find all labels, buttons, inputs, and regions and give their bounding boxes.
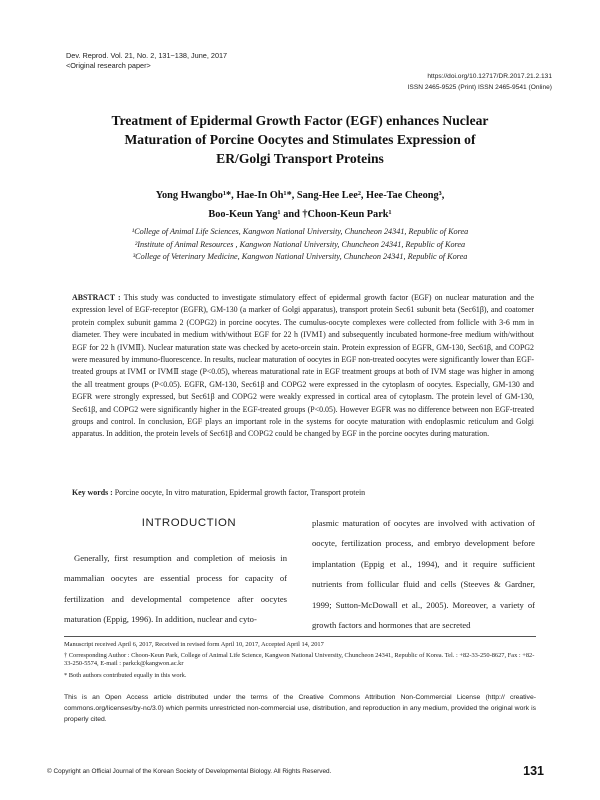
- doi-block: [408, 71, 552, 93]
- author-line: Yong Hwangbo¹*, Hae-In Oh¹*, Sang-Hee Lee², Hee-Tae Cheong³,: [155, 190, 445, 201]
- footnote-equal-contribution: * Both authors contributed equally in this work.: [64, 672, 187, 679]
- affiliation-item: ²Institute of Animal Resources , Kangwon National University, Chuncheon 24341, Republic of Korea: [134, 239, 466, 249]
- title-line: ER/Golgi Transport Proteins: [216, 151, 384, 166]
- title-line: Maturation of Porcine Oocytes and Stimulates Expression of: [124, 132, 476, 147]
- license-statement: This is an Open Access article distributed under the terms of the Creative Commons Attribution Non-Commercial License (http:// creative-commons.org/licenses/by-nc/3.0) which permits unrestricted non-commercial use, distribution, and reproduction in any medium, provided the original work is properly cited.: [64, 694, 536, 723]
- page-number: 131: [523, 764, 544, 778]
- issn-line: ISSN 2465-9525 (Print) ISSN 2465-9541 (Online): [407, 84, 552, 91]
- doi-link[interactable]: https://doi.org/10.12717/DR.2017.21.2.131: [427, 73, 552, 80]
- author-line: Boo-Keun Yang¹ and †Choon-Keun Park¹: [208, 209, 392, 220]
- affiliations: [70, 226, 530, 264]
- section-heading-introduction: INTRODUCTION: [141, 517, 237, 529]
- keywords-label: Key words :: [72, 488, 113, 497]
- author-list: [70, 186, 530, 224]
- abstract: [72, 292, 534, 441]
- journal-header: [66, 51, 227, 70]
- intro-left-column: Generally, first resumption and completion of meiosis in mammalian oocytes are essential process for capacity of fertilization and developmental competence after oocytes maturation (Eppig, 1996). In addition, nuclear and cyto-: [64, 553, 287, 625]
- footnote-received: Manuscript received April 6, 2017, Received in revised form April 10, 2017, Accepted April 14, 2017: [64, 641, 324, 648]
- paper-title: [70, 111, 530, 168]
- affiliation-item: ¹College of Animal Life Sciences, Kangwon National University, Chuncheon 24341, Republic of Korea: [131, 227, 469, 236]
- keywords: [72, 487, 534, 498]
- paper-type: <Original research paper>: [66, 60, 151, 70]
- abstract-text: This study was conducted to investigate stimulatory effect of epidermal growth factor (EGF) on nuclear maturation and the expression level of EGF-receptor (EGFR), GM-130 (a marker of Golgi apparatus), transport protein Sec61 subunit beta (Sec61β), and coatomer protein complex subunit gamma 2 (COPG2) in porcine oocytes. The cumulus-oocyte complexes were collected from follicle with 3-6 mm in diameter. They were incubated in medium with/without EGF for 22 h (IVMⅠ) and subsequently incubated hormone-free medium with/without EGF for 22 h (IVMⅡ). Nuclear maturation state was checked by aceto-orcein stain. Protein expression of EGFR, GM-130, Sec61β, and COPG2 were measured by immuno-fluorescence. In results, nuclear maturation of oocytes in EGF non-treated oocytes were significantly lower than EGF-treated groups at IVMⅠ or IVMⅡ stage (P<0.05), whereas maturational rate in EGF treatment groups at both of IVM stage was higher in among the all treatment groups (P<0.05). EGFR, GM-130, Sec61β and COPG2 were expressed in the cytoplasm of oocytes. Especially, GM-130 and EGFR were strongly expressed, but Sec61β and COPG2 were weakly expressed in cortical area of cytoplasm. The protein level of GM-130, Sec61β, and COPG2 were significantly higher in the EGF-treated groups (P<0.05). However EGFR was no difference between non EGF-treated groups and control. In conclusion, EGF plays an important role in the systems for oocyte maturation with endoplasmic reticulum and Golgi apparatus. In addition, the protein levels of Sec61β and COPG2 could be changed by EGF in the porcine oocytes during maturation.: [72, 293, 534, 439]
- title-line: Treatment of Epidermal Growth Factor (EGF) enhances Nuclear: [111, 113, 489, 128]
- affiliation-item: ³College of Veterinary Medicine, Kangwon National University, Chuncheon 24341, Republic of Korea: [132, 252, 468, 261]
- keywords-text: Porcine oocyte, In vitro maturation, Epidermal growth factor, Transport protein: [114, 488, 366, 497]
- copyright-line: © Copyright an Official Journal of the Korean Society of Developmental Biology. All Rights Reserved.: [47, 768, 332, 775]
- footnote-corresponding-author: † Corresponding Author : Choon-Keun Park, College of Animal Life Science, Kangwon National University, Chuncheon 24341, Republic of Korea. Tel. : +82-33-250-8627, Fax : +82-33-250-5574, E-mail : parkck@kangwon.ac.kr: [64, 652, 535, 668]
- journal-citation: Dev. Reprod. Vol. 21, No. 2, 131~138, June, 2017: [66, 51, 228, 60]
- footnote-divider: [64, 636, 536, 637]
- abstract-label: ABSTRACT :: [72, 293, 121, 302]
- intro-right-column: plasmic maturation of oocytes are involved with activation of oocyte, fertilization process, and embryo development before implantation (Eppig et al., 1994), and it require sufficient nutrients from follicular fluid and cells (Steeves & Gardner, 1999; Sutton-McDowall et al., 2005). Moreover, a variety of growth factors and hormones that are secreted: [312, 518, 535, 631]
